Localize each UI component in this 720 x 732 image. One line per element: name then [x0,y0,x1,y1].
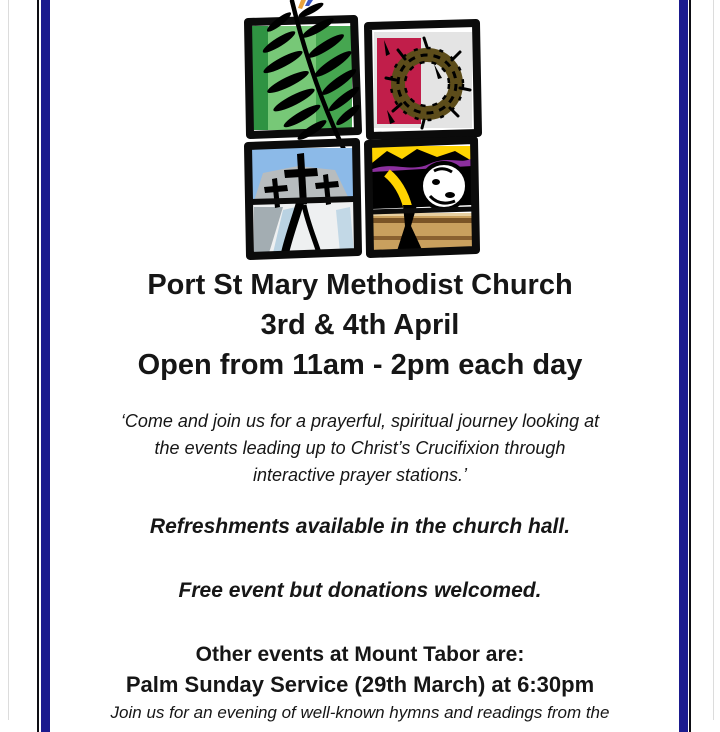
venue-title: Port St Mary Methodist Church [147,269,573,301]
page-border-right-inner [679,0,688,732]
page-edge-right [713,0,714,720]
page-edge-left [8,0,9,720]
donations-note: Free event but donations welcomed. [178,579,542,602]
page-border-right-outer [689,0,691,732]
three-crosses-image [248,142,358,256]
crown-of-thorns-image [368,23,478,136]
page-border-left-outer [37,0,39,732]
palm-branch-image [248,0,362,152]
event-dates: 3rd & 4th April [260,309,460,341]
invitation-line-1: ‘Come and join us for a prayerful, spiritual journey looking at [120,411,600,431]
empty-tomb-image [368,140,476,254]
other-events-heading: Other events at Mount Tabor are: [195,643,525,666]
invitation-line-3: interactive prayer stations.’ [252,465,468,485]
refreshments-note: Refreshments available in the church hall. [149,515,571,538]
palm-sunday-detail: Join us for an evening of well-known hymns and readings from the [110,703,610,722]
invitation-line-2: the events leading up to Christ’s Crucifixion through [154,438,566,458]
opening-times: Open from 11am - 2pm each day [137,349,583,381]
palm-sunday-service: Palm Sunday Service (29th March) at 6:30pm [125,672,595,697]
easter-clipart [238,0,484,262]
